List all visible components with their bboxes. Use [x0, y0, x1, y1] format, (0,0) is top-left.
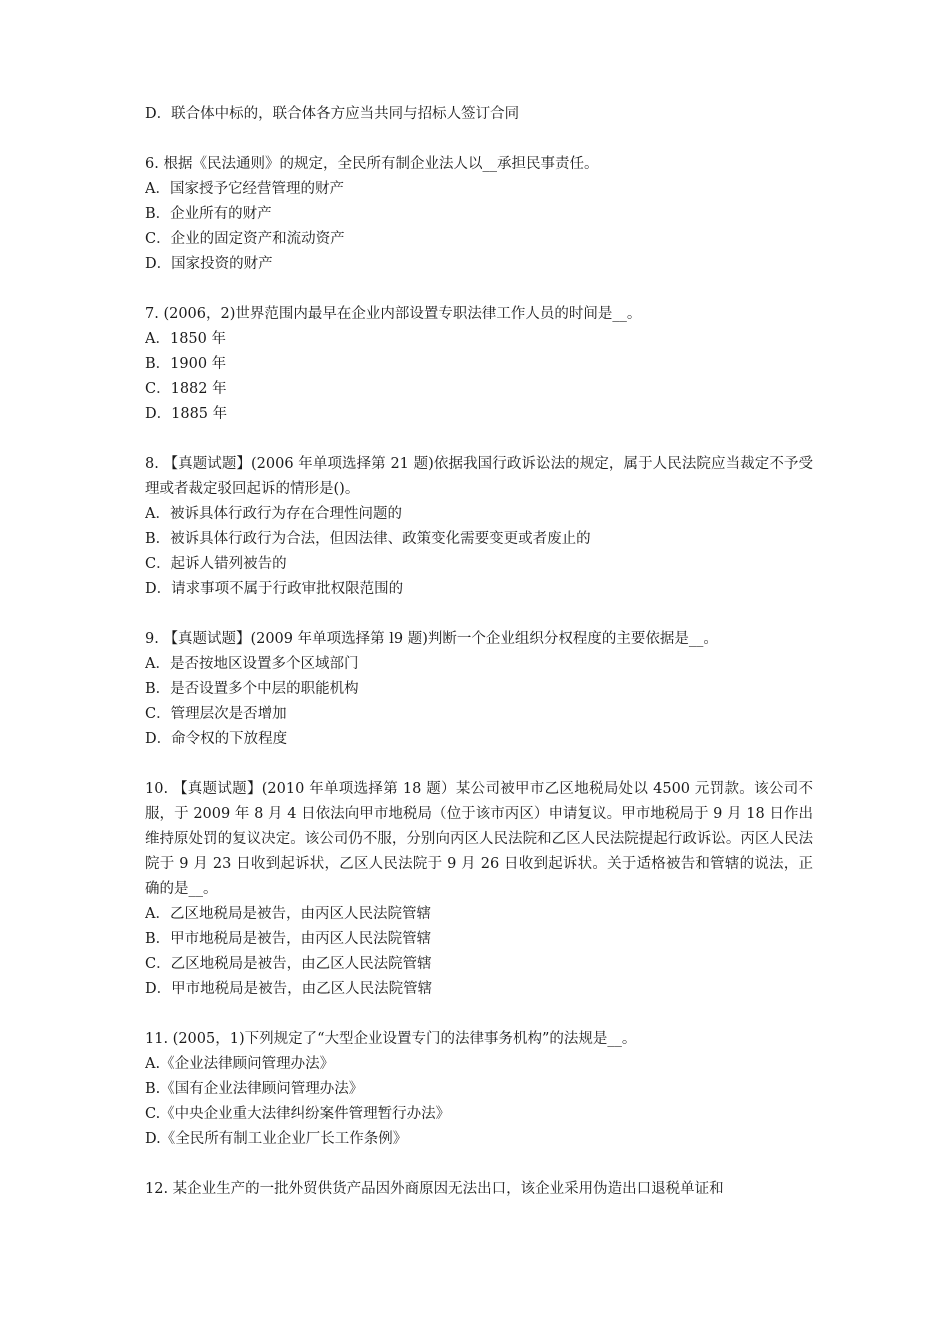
question-6	[145, 152, 813, 277]
option-c: C．起诉人错列被告的	[145, 556, 287, 572]
question-stem: 6. 根据《民法通则》的规定，全民所有制企业法人以__承担民事责任。	[145, 156, 599, 172]
option-b: B．甲市地税局是被告，由丙区人民法院管辖	[145, 931, 432, 947]
option-d-top: D．联合体中标的，联合体各方应当共同与招标人签订合同	[145, 106, 520, 122]
spacer	[145, 277, 813, 302]
question-8	[145, 452, 813, 602]
option-d: D．甲市地税局是被告，由乙区人民法院管辖	[145, 981, 433, 997]
option-b: B．是否设置多个中层的职能机构	[145, 681, 359, 697]
question-12-stem: 12. 某企业生产的一批外贸供货产品因外商原因无法出口，该企业采用伪造出口退税单证和	[145, 1181, 724, 1197]
option-a: A．被诉具体行政行为存在合理性问题的	[145, 506, 402, 522]
option-a: A．国家授予它经营管理的财产	[145, 181, 344, 197]
spacer	[145, 427, 813, 452]
question-7	[145, 302, 813, 427]
option-a: A．1850 年	[145, 331, 226, 347]
option-a: A．是否按地区设置多个区域部门	[145, 656, 359, 672]
question-11	[145, 1027, 813, 1152]
option-c: C．企业的固定资产和流动资产	[145, 231, 345, 247]
option-b: B．被诉具体行政行为合法，但因法律、政策变化需要变更或者废止的	[145, 531, 591, 547]
spacer	[145, 127, 813, 152]
option-d: D．国家投资的财产	[145, 256, 273, 272]
option-a: A．乙区地税局是被告，由丙区人民法院管辖	[145, 906, 431, 922]
spacer	[145, 1002, 813, 1027]
option-d: D．1885 年	[145, 406, 228, 422]
spacer	[145, 602, 813, 627]
question-stem: 10. 【真题试题】(2010 年单项选择第 18 题）某公司被甲市乙区地税局处以 4500 元罚款。该公司不服，于 2009 年 8 月 4 日依法向甲市地税局（位于该市丙区）申请复议。甲市地税局于 9 月 18 日作出维持原处罚的复议决定。该公司仍不服，分别向丙区人民法院和乙区人民法院提起行政诉讼。丙区人民法院于 9 月 23 日收到起诉状，乙区人民法院于 9 月 26 日收到起诉状。关于适格被告和管辖的说法，正确的是__。	[145, 781, 813, 897]
spacer	[145, 1152, 813, 1177]
option-b: B．1900 年	[145, 356, 227, 372]
option-b: B．企业所有的财产	[145, 206, 272, 222]
option-b: B.《国有企业法律顾问管理办法》	[145, 1081, 364, 1097]
option-a: A.《企业法律顾问管理办法》	[145, 1056, 335, 1072]
question-stem: 7. (2006，2)世界范围内最早在企业内部设置专职法律工作人员的时间是__。	[145, 306, 642, 322]
option-d: D．命令权的下放程度	[145, 731, 288, 747]
document-body	[145, 102, 813, 1202]
option-c: C．管理层次是否增加	[145, 706, 287, 722]
option-c: C.《中央企业重大法律纠纷案件管理暂行办法》	[145, 1106, 451, 1122]
option-c: C．乙区地税局是被告，由乙区人民法院管辖	[145, 956, 432, 972]
question-stem: 9. 【真题试题】(2009 年单项选择第 l9 题)判断一个企业组织分权程度的主要依据是__。	[145, 631, 718, 647]
option-d: D．请求事项不属于行政审批权限范围的	[145, 581, 404, 597]
question-stem: 11. (2005，1)下列规定了“大型企业设置专门的法律事务机构”的法规是__。	[145, 1031, 637, 1047]
option-c: C．1882 年	[145, 381, 227, 397]
question-10	[145, 777, 813, 1002]
question-stem: 8. 【真题试题】(2006 年单项选择第 21 题)依据我国行政诉讼法的规定，属于人民法院应当裁定不予受理或者裁定驳回起诉的情形是()。	[145, 456, 813, 497]
question-9	[145, 627, 813, 752]
option-d: D.《全民所有制工业企业厂长工作条例》	[145, 1131, 408, 1147]
spacer	[145, 752, 813, 777]
